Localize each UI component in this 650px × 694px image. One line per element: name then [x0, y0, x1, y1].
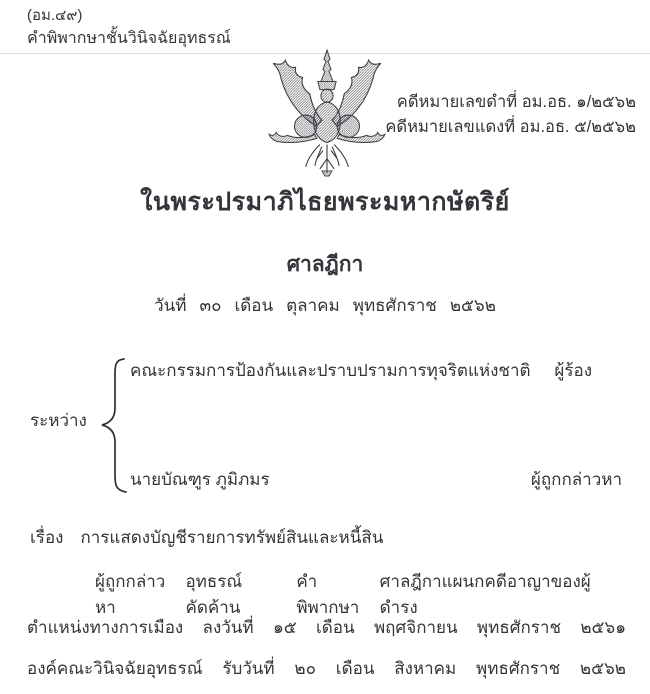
word: ๒๕๖๒: [579, 659, 626, 678]
form-code: (อม.๔๙): [27, 7, 83, 24]
word: ผู้ถูกกล่าวหา: [95, 572, 166, 617]
word: ๒๐: [294, 659, 316, 678]
word: พุทธศักราช: [476, 618, 562, 637]
word: เดือน: [234, 296, 274, 315]
curly-brace: [96, 356, 130, 496]
court-name: ศาลฎีกา: [286, 253, 364, 276]
word: ศาลฎีกาแผนกคดีอาญาของผู้ดำรง: [379, 572, 591, 617]
garuda-emblem-icon: [261, 45, 393, 177]
respondent-role: ผู้ถูกกล่าวหา: [530, 470, 622, 489]
respondent-row: [130, 467, 622, 493]
word: ๒๕๖๑: [580, 618, 626, 637]
petitioner-role: ผู้ร้อง: [554, 361, 592, 380]
word: องค์คณะวินิจฉัยอุทธรณ์: [27, 659, 203, 678]
petitioner-row: [130, 358, 592, 384]
word: รับวันที่: [222, 659, 275, 678]
respondent-name: นายบัณฑูร ภูมิภมร: [130, 470, 270, 489]
word: พฤศจิกายน: [373, 618, 458, 637]
word: พุทธศักราช: [476, 659, 561, 678]
word: สิงหาคม: [394, 659, 457, 678]
word: วันที่: [154, 296, 187, 315]
word: ตำแหน่งทางการเมือง: [27, 618, 184, 637]
word: อุทธรณ์คัดค้าน: [185, 572, 243, 617]
royal-title: ในพระปรมาภิไธยพระมหากษัตริย์: [140, 188, 510, 216]
body-paragraph-line-1: [95, 569, 627, 620]
case-number-red: คดีหมายเลขแดงที่ อม.อธ. ๕/๒๕๖๒: [385, 117, 636, 136]
word: ตุลาคม: [286, 296, 340, 315]
subject-row: [30, 525, 383, 551]
case-numbers: [385, 90, 636, 140]
word: ๑๕: [272, 618, 297, 637]
word: เดือน: [335, 659, 375, 678]
word: เดือน: [315, 618, 355, 637]
word: ๒๕๖๒: [449, 296, 496, 315]
document-type-label: คำพิพากษาชั้นวินิจฉัยอุทธรณ์: [27, 30, 231, 47]
word: ๓๐: [199, 296, 222, 315]
judgment-date-line: [0, 293, 650, 319]
body-paragraph-line-3: [27, 656, 626, 682]
subject-text: การแสดงบัญชีรายการทรัพย์สินและหนี้สิน: [80, 528, 384, 547]
word: พุทธศักราช: [352, 296, 437, 315]
petitioner-name: คณะกรรมการป้องกันและปราบปรามการทุจริตแห่งชาติ: [130, 361, 531, 380]
word: คำพิพากษา: [296, 572, 360, 617]
case-number-black: คดีหมายเลขดำที่ อม.อธ. ๑/๒๕๖๒: [396, 93, 636, 111]
body-paragraph-line-2: [27, 615, 626, 641]
subject-label: เรื่อง: [30, 528, 64, 547]
word: ลงวันที่: [202, 618, 254, 637]
between-label: ระหว่าง: [30, 411, 87, 430]
